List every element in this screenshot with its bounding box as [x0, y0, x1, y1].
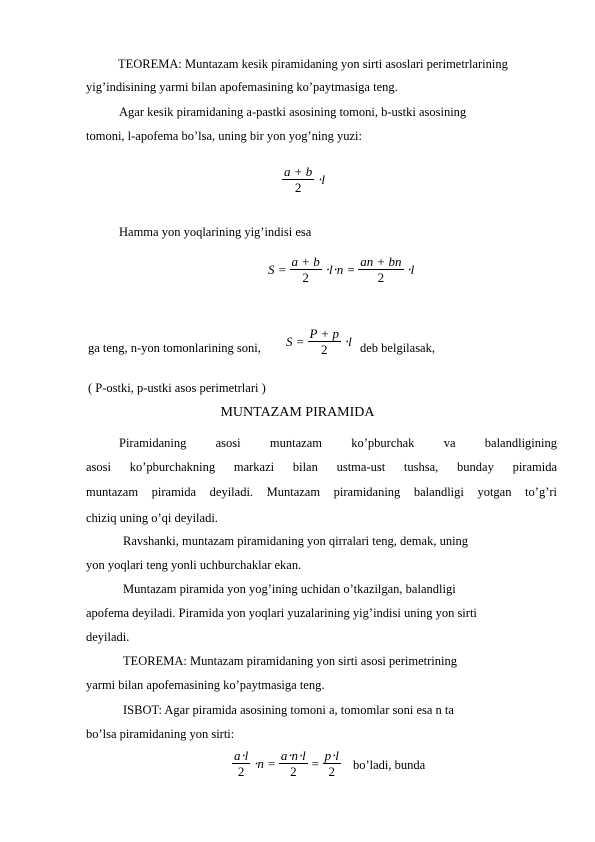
paragraph-5: ( P-ostki, p-ustki asos perimetrlari ): [88, 381, 266, 395]
apofema-line-1: Muntazam piramida yon yog’ining uchidan o’tkazilgan, balandligi: [123, 582, 456, 596]
theorem-1-line-1: TEOREMA: Muntazam kesik piramidaning yon sirti asoslari perimetrlarining: [118, 57, 508, 71]
ravshanki-line-2: yon yoqlari teng yonli uchburchaklar ekan.: [86, 558, 302, 572]
formula-total-area: S = $\frac{a + b}{2}$ ⋅l⋅n = $\frac{an + bn}{2}$ ⋅l: [268, 254, 415, 285]
def-line-3: muntazam piramida deyiladi. Muntazam piramidaning balandligi yotgan to’g’ri: [86, 485, 557, 499]
paragraph-2-line-2: tomoni, l-apofema bo’lsa, uning bir yon yog’ning yuzi:: [86, 129, 362, 143]
ravshanki-line-1: Ravshanki, muntazam piramidaning yon qirralari teng, demak, uning: [123, 534, 469, 548]
formula-lateral-surface: $\frac{a\cdot l}{2}$ ⋅n = $\frac{a\cdot n\cdot l}{2}$ = $\frac{p\cdot l}{2}$: [234, 748, 339, 779]
paragraph-3: Hamma yon yoqlarining yig’indisi esa: [119, 225, 312, 239]
proof-line-1: ISBOT: Agar piramida asosining tomoni a, tomomlar soni esa n ta: [123, 703, 454, 717]
theorem-2-line-2: yarmi bilan apofemasining ko’paytmasiga teng.: [86, 678, 325, 692]
def-line-1: Piramidaning asosi muntazam ko’pburchak va balandligining: [119, 436, 557, 450]
def-line-4: chiziq uning o’qi deyiladi.: [86, 511, 218, 525]
apofema-line-3: deyiladi.: [86, 630, 130, 644]
theorem-2-line-1: TEOREMA: Muntazam piramidaning yon sirti asosi perimetrining: [123, 654, 457, 668]
def-line-2: asosi ko’pburchakning markazi bilan ustma-ust tushsa, bunday piramida: [86, 460, 557, 474]
paragraph-2-line-1: Agar kesik piramidaning a-pastki asosining tomoni, b-ustki asosining: [119, 105, 467, 119]
proof-line-2: bo’lsa piramidaning yon sirti:: [86, 727, 235, 741]
formula-tail-text: bo’ladi, bunda: [353, 758, 426, 772]
apofema-line-2: apofema deyiladi. Piramida yon yoqlari yuzalarining yig’indisi uning yon sirti: [86, 606, 477, 620]
paragraph-4-end: deb belgilasak,: [360, 341, 435, 355]
paragraph-4-start: ga teng, n-yon tomonlarining soni,: [88, 341, 261, 355]
theorem-1-line-2: yig’indisining yarmi bilan apofemasining ko’paytmasiga teng.: [86, 80, 398, 94]
formula-face-area: $\frac{a + b}{2}$ ⋅l: [284, 164, 326, 195]
section-heading: MUNTAZAM PIRAMIDA: [220, 405, 375, 420]
formula-perimeter: S = $\frac{P + p}{2}$ ⋅l: [286, 326, 352, 357]
